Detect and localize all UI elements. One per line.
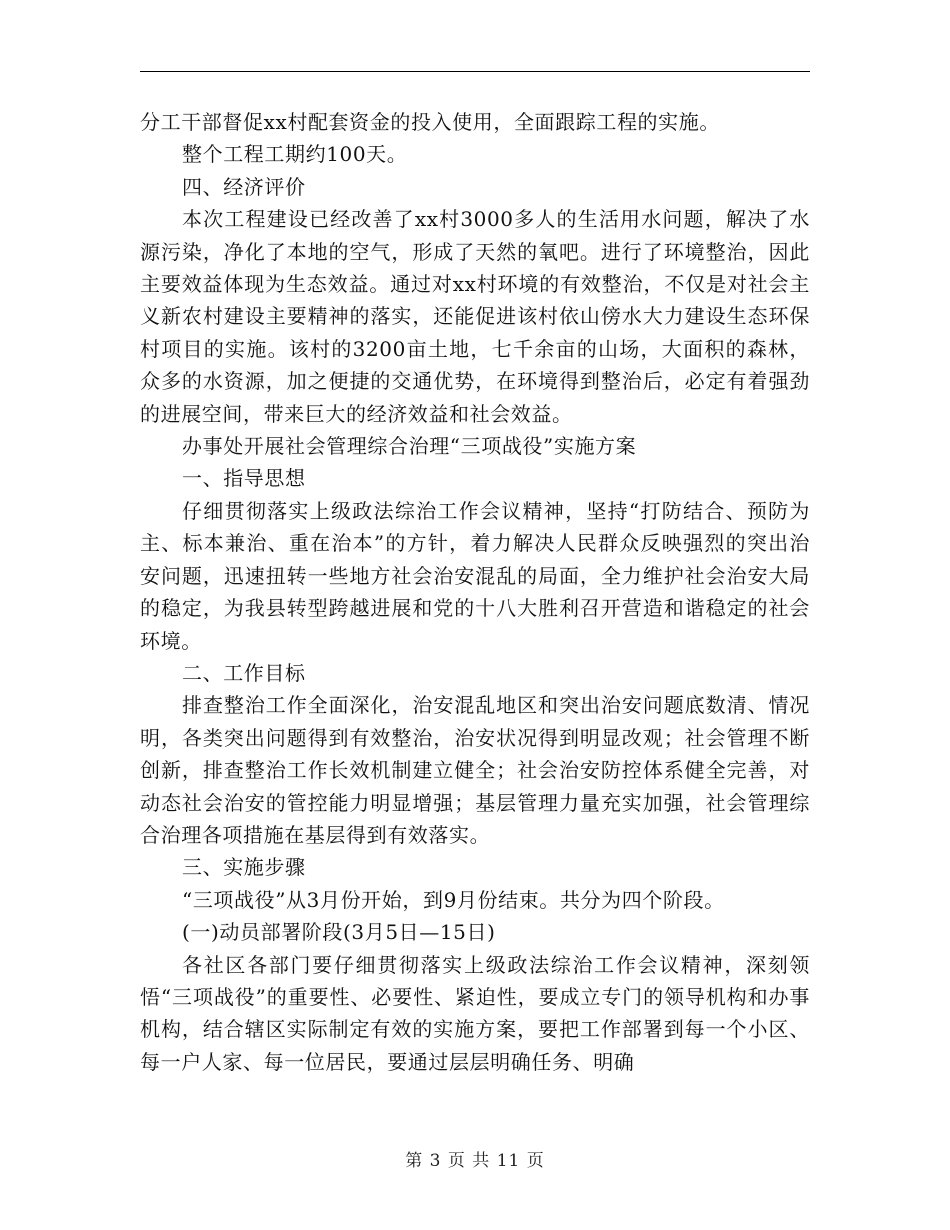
section-heading-economic-evaluation: 四、经济评价 <box>182 174 306 199</box>
page-footer: 第 3 页 共 11 页 <box>405 1151 545 1171</box>
section-heading-guiding-ideology: 一、指导思想 <box>182 466 306 491</box>
section-heading-work-goals: 二、工作目标 <box>182 660 306 685</box>
document-title: 办事处开展社会管理综合治理“三项战役”实施方案 <box>182 434 637 459</box>
header-rule <box>140 71 810 72</box>
section-heading-implementation-steps: 三、实施步骤 <box>182 855 306 880</box>
paragraph-7: 各社区各部门要仔细贯彻落实上级政法综治工作会议精神，深刻领悟“三项战役”的重要性、必要性、紧迫性，要成立专门的领导机构和办事机构，结合辖区实际制定有效的实施方案，要把工作部署到每一个小区、每一户人家、每一位居民，要通过层层明确任务、明确 <box>140 952 810 1074</box>
paragraph-2: 整个工程工期约100天。 <box>182 142 408 167</box>
subsection-heading-mobilization: (一)动员部署阶段(3月5日—15日) <box>182 920 496 945</box>
paragraph-4: 仔细贯彻落实上级政法综治工作会议精神，坚持“打防结合、预防为主、标本兼治、重在治本”的方针，着力解决人民群众反映强烈的突出治安问题，迅速扭转一些地方社会治安混乱的局面，全力维护社会治安大局的稳定，为我县转型跨越进展和党的十八大胜利召开营造和谐稳定的社会环境。 <box>140 498 810 653</box>
document-body <box>140 106 810 1078</box>
paragraph-6: “三项战役”从3月份开始，到9月份结束。共分为四个阶段。 <box>182 887 725 912</box>
paragraph-1: 分工干部督促xx村配套资金的投入使用，全面跟踪工程的实施。 <box>140 110 720 134</box>
paragraph-5: 排查整治工作全面深化，治安混乱地区和突出治安问题底数清、情况明，各类突出问题得到有效整治，治安状况得到明显改观；社会管理不断创新，排查整治工作长效机制建立健全；社会治安防控体系健全完善，对动态社会治安的管控能力明显增强；基层管理力量充实加强，社会管理综合治理各项措施在基层得到有效落实。 <box>140 693 810 847</box>
paragraph-3: 本次工程建设已经改善了xx村3000多人的生活用水问题，解决了水源污染，净化了本地的空气，形成了天然的氧吧。进行了环境整治，因此主要效益体现为生态效益。通过对xx村环境的有效整治，不仅是对社会主义新农村建设主要精神的落实，还能促进该村依山傍水大力建设生态环保村项目的实施。该村的3200亩土地，七千余亩的山场，大面积的森林，众多的水资源，加之便捷的交通优势，在环境得到整治后，必定有着强劲的进展空间，带来巨大的经济效益和社会效益。 <box>140 207 810 426</box>
